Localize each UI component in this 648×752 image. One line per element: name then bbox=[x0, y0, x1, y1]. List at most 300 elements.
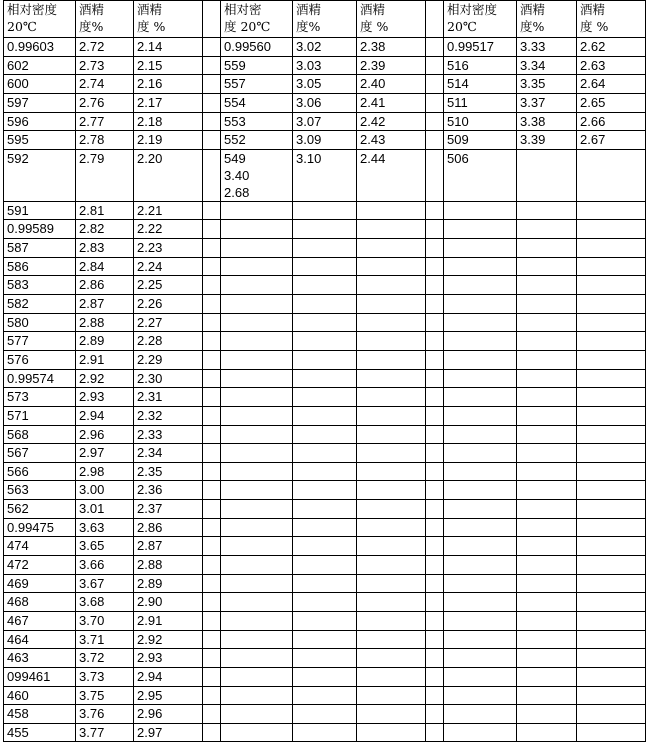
table-row bbox=[4, 131, 646, 150]
table-cell-spacer bbox=[426, 705, 444, 724]
table-cell-alcohol-vol: 2.77 bbox=[76, 112, 134, 131]
table-cell-density bbox=[221, 518, 293, 537]
table-cell-alcohol-vol bbox=[293, 276, 357, 295]
table-cell-spacer bbox=[203, 462, 221, 481]
table-cell-density bbox=[444, 649, 517, 668]
table-row bbox=[4, 518, 646, 537]
table-cell-spacer bbox=[203, 149, 221, 201]
table-cell-alcohol-wt bbox=[577, 388, 646, 407]
table-cell-spacer bbox=[426, 611, 444, 630]
table-cell-alcohol-wt: 2.64 bbox=[577, 75, 646, 94]
table-cell-alcohol-wt bbox=[357, 556, 426, 575]
table-cell-alcohol-vol bbox=[517, 649, 577, 668]
table-cell-alcohol-wt: 2.66 bbox=[577, 112, 646, 131]
table-cell-density bbox=[444, 630, 517, 649]
table-cell-spacer bbox=[426, 444, 444, 463]
table-cell-density: 463 bbox=[4, 649, 76, 668]
table-cell-spacer bbox=[426, 112, 444, 131]
table-row bbox=[4, 537, 646, 556]
table-cell-alcohol-vol bbox=[293, 350, 357, 369]
table-cell-alcohol-vol: 3.39 bbox=[517, 131, 577, 150]
table-cell-alcohol-vol bbox=[293, 332, 357, 351]
table-cell-alcohol-wt bbox=[577, 574, 646, 593]
header-cell-line: 度% bbox=[79, 19, 104, 34]
table-cell-alcohol-vol bbox=[517, 462, 577, 481]
table-cell-spacer bbox=[426, 369, 444, 388]
header-cell-line: 酒精 bbox=[296, 2, 322, 17]
table-cell-alcohol-wt: 2.29 bbox=[134, 350, 203, 369]
table-cell-density bbox=[444, 574, 517, 593]
table-cell-alcohol-wt: 2.28 bbox=[134, 332, 203, 351]
table-cell-spacer bbox=[203, 537, 221, 556]
table-cell-spacer bbox=[426, 667, 444, 686]
table-cell-alcohol-vol: 2.88 bbox=[76, 313, 134, 332]
table-row bbox=[4, 500, 646, 519]
table-cell-alcohol-wt: 2.36 bbox=[134, 481, 203, 500]
header-cell bbox=[517, 1, 577, 38]
header-cell bbox=[4, 1, 76, 38]
table-cell-spacer bbox=[426, 649, 444, 668]
table-cell-spacer bbox=[426, 131, 444, 150]
table-cell-alcohol-wt bbox=[357, 630, 426, 649]
table-cell-density: 568 bbox=[4, 425, 76, 444]
table-cell-density bbox=[444, 556, 517, 575]
table-cell-density: 0.99589 bbox=[4, 220, 76, 239]
header-cell bbox=[134, 1, 203, 38]
table-cell-spacer bbox=[203, 481, 221, 500]
table-cell-alcohol-wt: 2.86 bbox=[134, 518, 203, 537]
table-cell-density bbox=[221, 313, 293, 332]
table-cell-spacer bbox=[203, 75, 221, 94]
table-cell-alcohol-vol: 3.00 bbox=[76, 481, 134, 500]
table-cell-alcohol-vol bbox=[517, 239, 577, 258]
table-cell-density bbox=[221, 481, 293, 500]
table-cell-density: 566 bbox=[4, 462, 76, 481]
table-cell-spacer bbox=[203, 574, 221, 593]
table-cell-alcohol-vol bbox=[517, 444, 577, 463]
table-cell-density bbox=[444, 388, 517, 407]
table-cell-density: 595 bbox=[4, 131, 76, 150]
table-row bbox=[4, 220, 646, 239]
table-cell-density bbox=[221, 649, 293, 668]
table-cell-spacer bbox=[426, 93, 444, 112]
table-cell-alcohol-wt bbox=[357, 518, 426, 537]
table-cell-alcohol-vol bbox=[517, 667, 577, 686]
table-cell-alcohol-wt bbox=[577, 332, 646, 351]
table-cell-alcohol-vol bbox=[293, 705, 357, 724]
table-cell-alcohol-wt bbox=[577, 425, 646, 444]
table-cell-spacer bbox=[426, 500, 444, 519]
table-cell-density: 591 bbox=[4, 201, 76, 220]
table-cell-density bbox=[221, 220, 293, 239]
table-cell-density: 467 bbox=[4, 611, 76, 630]
table-cell-alcohol-wt: 2.33 bbox=[134, 425, 203, 444]
table-cell-density: 596 bbox=[4, 112, 76, 131]
table-cell-alcohol-wt: 2.90 bbox=[134, 593, 203, 612]
table-cell-spacer bbox=[426, 295, 444, 314]
table-cell-alcohol-wt: 2.88 bbox=[134, 556, 203, 575]
table-cell-alcohol-vol: 3.10 bbox=[293, 149, 357, 201]
table-cell-density: 511 bbox=[444, 93, 517, 112]
table-cell-alcohol-vol bbox=[293, 406, 357, 425]
table-cell-alcohol-vol: 3.66 bbox=[76, 556, 134, 575]
table-row bbox=[4, 444, 646, 463]
table-cell-alcohol-vol bbox=[293, 369, 357, 388]
table-cell-alcohol-wt bbox=[577, 149, 646, 201]
table-row bbox=[4, 462, 646, 481]
table-cell-alcohol-vol bbox=[293, 574, 357, 593]
table-cell-alcohol-wt: 2.38 bbox=[357, 38, 426, 57]
table-cell-density bbox=[221, 332, 293, 351]
table-cell-spacer bbox=[426, 574, 444, 593]
table-cell-spacer bbox=[203, 500, 221, 519]
table-cell-alcohol-wt: 2.62 bbox=[577, 38, 646, 57]
table-cell-spacer bbox=[203, 388, 221, 407]
header-cell bbox=[203, 1, 221, 38]
table-cell-alcohol-vol: 2.81 bbox=[76, 201, 134, 220]
table-cell-alcohol-vol: 2.79 bbox=[76, 149, 134, 201]
table-cell-alcohol-vol: 2.93 bbox=[76, 388, 134, 407]
table-cell-alcohol-wt: 2.94 bbox=[134, 667, 203, 686]
table-cell-density: 552 bbox=[221, 131, 293, 150]
table-row bbox=[4, 369, 646, 388]
table-row bbox=[4, 112, 646, 131]
header-cell-line: 度% bbox=[296, 19, 321, 34]
header-cell-line: 20℃ bbox=[7, 19, 37, 34]
table-cell-density bbox=[444, 705, 517, 724]
table-row bbox=[4, 56, 646, 75]
table-cell-alcohol-vol bbox=[293, 723, 357, 742]
table-cell-alcohol-vol: 2.78 bbox=[76, 131, 134, 150]
table-cell-alcohol-vol bbox=[517, 332, 577, 351]
table-cell-spacer bbox=[426, 276, 444, 295]
table-row bbox=[4, 481, 646, 500]
table-cell-spacer bbox=[426, 257, 444, 276]
table-cell-spacer bbox=[426, 686, 444, 705]
header-cell-line: 酒精 bbox=[580, 2, 606, 17]
table-cell-density bbox=[221, 667, 293, 686]
table-cell-alcohol-vol: 2.92 bbox=[76, 369, 134, 388]
table-cell-alcohol-wt: 2.17 bbox=[134, 93, 203, 112]
table-cell-alcohol-vol bbox=[293, 388, 357, 407]
table-cell-alcohol-vol bbox=[293, 556, 357, 575]
table-cell-density bbox=[444, 257, 517, 276]
table-row bbox=[4, 574, 646, 593]
table-cell-spacer bbox=[203, 611, 221, 630]
table-cell-spacer bbox=[203, 332, 221, 351]
table-cell-alcohol-wt bbox=[357, 425, 426, 444]
table-cell-alcohol-wt bbox=[357, 332, 426, 351]
header-cell-line: 度 % bbox=[137, 19, 166, 34]
table-cell-spacer bbox=[203, 295, 221, 314]
table-cell-spacer bbox=[426, 406, 444, 425]
table-cell-density bbox=[221, 276, 293, 295]
table-cell-alcohol-wt: 2.95 bbox=[134, 686, 203, 705]
table-cell-spacer bbox=[203, 369, 221, 388]
table-cell-alcohol-vol: 3.37 bbox=[517, 93, 577, 112]
table-cell-density bbox=[444, 295, 517, 314]
table-cell-density bbox=[444, 350, 517, 369]
table-row bbox=[4, 201, 646, 220]
table-cell-alcohol-wt: 2.93 bbox=[134, 649, 203, 668]
table-cell-alcohol-vol bbox=[517, 574, 577, 593]
table-cell-alcohol-vol: 3.77 bbox=[76, 723, 134, 742]
table-cell-alcohol-wt: 2.18 bbox=[134, 112, 203, 131]
table-cell-alcohol-wt bbox=[357, 201, 426, 220]
table-cell-spacer bbox=[203, 313, 221, 332]
table-cell-alcohol-wt bbox=[577, 444, 646, 463]
table-cell-spacer bbox=[426, 239, 444, 258]
table-cell-density bbox=[221, 369, 293, 388]
table-cell-alcohol-wt bbox=[577, 201, 646, 220]
table-cell-alcohol-vol bbox=[517, 201, 577, 220]
table-cell-alcohol-wt: 2.35 bbox=[134, 462, 203, 481]
table-cell-density bbox=[221, 149, 293, 201]
table-cell-alcohol-vol bbox=[293, 593, 357, 612]
table-cell-alcohol-vol bbox=[293, 462, 357, 481]
table-cell-alcohol-wt bbox=[357, 388, 426, 407]
table-cell-spacer bbox=[203, 425, 221, 444]
table-cell-spacer bbox=[203, 723, 221, 742]
table-cell-density bbox=[221, 388, 293, 407]
table-cell-alcohol-wt bbox=[357, 295, 426, 314]
table-row bbox=[4, 38, 646, 57]
table-cell-alcohol-wt bbox=[577, 593, 646, 612]
table-cell-alcohol-vol: 2.89 bbox=[76, 332, 134, 351]
table-cell-alcohol-vol: 3.75 bbox=[76, 686, 134, 705]
document-page bbox=[3, 0, 646, 742]
table-cell-density bbox=[221, 723, 293, 742]
table-cell-alcohol-vol: 3.03 bbox=[293, 56, 357, 75]
table-cell-alcohol-wt: 2.63 bbox=[577, 56, 646, 75]
table-cell-density bbox=[444, 593, 517, 612]
table-cell-alcohol-wt bbox=[577, 350, 646, 369]
table-cell-alcohol-vol bbox=[293, 239, 357, 258]
table-cell-alcohol-vol bbox=[293, 295, 357, 314]
table-cell-alcohol-wt bbox=[357, 611, 426, 630]
table-cell-density: 468 bbox=[4, 593, 76, 612]
header-row bbox=[4, 1, 646, 38]
table-cell-alcohol-wt bbox=[357, 667, 426, 686]
table-cell-density bbox=[221, 425, 293, 444]
table-cell-spacer bbox=[426, 56, 444, 75]
table-cell-density bbox=[444, 406, 517, 425]
table-cell-alcohol-vol: 2.76 bbox=[76, 93, 134, 112]
table-cell-alcohol-wt bbox=[357, 276, 426, 295]
table-cell-spacer bbox=[203, 220, 221, 239]
table-cell-alcohol-wt bbox=[577, 406, 646, 425]
table-cell-density: 567 bbox=[4, 444, 76, 463]
table-cell-alcohol-wt: 2.40 bbox=[357, 75, 426, 94]
table-cell-alcohol-wt bbox=[577, 276, 646, 295]
table-row bbox=[4, 611, 646, 630]
table-cell-density bbox=[221, 444, 293, 463]
table-cell-alcohol-wt: 2.15 bbox=[134, 56, 203, 75]
table-cell-spacer bbox=[203, 239, 221, 258]
table-cell-alcohol-vol bbox=[517, 611, 577, 630]
table-cell-alcohol-vol bbox=[517, 686, 577, 705]
table-cell-alcohol-vol bbox=[517, 149, 577, 201]
table-cell-density bbox=[221, 630, 293, 649]
table-cell-density bbox=[444, 369, 517, 388]
table-cell-alcohol-wt bbox=[357, 239, 426, 258]
table-cell-alcohol-wt: 2.20 bbox=[134, 149, 203, 201]
table-cell-alcohol-wt bbox=[577, 667, 646, 686]
table-cell-density: 0.99603 bbox=[4, 38, 76, 57]
table-body bbox=[4, 1, 646, 742]
table-cell-spacer bbox=[426, 332, 444, 351]
table-cell-spacer bbox=[426, 149, 444, 201]
table-cell-alcohol-vol: 3.71 bbox=[76, 630, 134, 649]
table-cell-alcohol-vol: 3.01 bbox=[76, 500, 134, 519]
table-cell-density: 506 bbox=[444, 149, 517, 201]
table-cell-alcohol-vol bbox=[517, 406, 577, 425]
table-cell-alcohol-wt: 2.37 bbox=[134, 500, 203, 519]
table-cell-density bbox=[221, 556, 293, 575]
table-cell-alcohol-vol bbox=[517, 350, 577, 369]
table-cell-spacer bbox=[203, 556, 221, 575]
table-cell-spacer bbox=[203, 350, 221, 369]
table-cell-alcohol-wt: 2.67 bbox=[577, 131, 646, 150]
header-cell bbox=[444, 1, 517, 38]
table-cell-alcohol-vol bbox=[293, 201, 357, 220]
table-cell-alcohol-wt bbox=[577, 686, 646, 705]
table-cell-alcohol-wt: 2.43 bbox=[357, 131, 426, 150]
table-cell-spacer bbox=[203, 593, 221, 612]
table-cell-alcohol-wt: 2.65 bbox=[577, 93, 646, 112]
table-cell-density bbox=[221, 593, 293, 612]
table-cell-density: 514 bbox=[444, 75, 517, 94]
table-cell-alcohol-wt: 2.14 bbox=[134, 38, 203, 57]
table-row bbox=[4, 239, 646, 258]
header-cell-line: 酒精 bbox=[520, 2, 546, 17]
table-cell-density: 600 bbox=[4, 75, 76, 94]
table-cell-density bbox=[221, 406, 293, 425]
table-cell-spacer bbox=[203, 667, 221, 686]
table-cell-alcohol-wt: 2.89 bbox=[134, 574, 203, 593]
table-cell-spacer bbox=[203, 93, 221, 112]
table-cell-spacer bbox=[203, 56, 221, 75]
table-cell-spacer bbox=[426, 593, 444, 612]
table-cell-alcohol-wt: 2.91 bbox=[134, 611, 203, 630]
table-cell-density: 586 bbox=[4, 257, 76, 276]
table-cell-alcohol-vol: 2.87 bbox=[76, 295, 134, 314]
table-cell-alcohol-wt: 2.41 bbox=[357, 93, 426, 112]
table-cell-alcohol-vol: 3.76 bbox=[76, 705, 134, 724]
table-cell-density: 0.99574 bbox=[4, 369, 76, 388]
table-cell-alcohol-wt: 2.19 bbox=[134, 131, 203, 150]
table-cell-density bbox=[444, 723, 517, 742]
header-cell-line: 酒精 bbox=[79, 2, 105, 17]
table-cell-spacer bbox=[203, 38, 221, 57]
table-cell-alcohol-wt bbox=[577, 630, 646, 649]
table-cell-density: 472 bbox=[4, 556, 76, 575]
table-cell-line: 3.40 bbox=[224, 167, 250, 183]
table-cell-line: 2.68 bbox=[224, 184, 250, 200]
header-cell bbox=[426, 1, 444, 38]
table-cell-density bbox=[221, 462, 293, 481]
table-cell-density bbox=[221, 686, 293, 705]
table-cell-density: 573 bbox=[4, 388, 76, 407]
table-cell-alcohol-wt bbox=[577, 220, 646, 239]
table-cell-alcohol-vol bbox=[293, 667, 357, 686]
table-cell-spacer bbox=[426, 518, 444, 537]
table-cell-spacer bbox=[426, 537, 444, 556]
header-cell bbox=[577, 1, 646, 38]
table-cell-density bbox=[444, 667, 517, 686]
table-cell-spacer bbox=[203, 518, 221, 537]
table-row bbox=[4, 295, 646, 314]
table-cell-alcohol-vol: 3.33 bbox=[517, 38, 577, 57]
table-cell-density: 0.99560 bbox=[221, 38, 293, 57]
table-cell-density: 602 bbox=[4, 56, 76, 75]
table-cell-density: 580 bbox=[4, 313, 76, 332]
table-row bbox=[4, 332, 646, 351]
table-cell-alcohol-wt: 2.92 bbox=[134, 630, 203, 649]
table-cell-alcohol-vol: 3.73 bbox=[76, 667, 134, 686]
table-cell-density bbox=[444, 239, 517, 258]
table-cell-alcohol-wt: 2.87 bbox=[134, 537, 203, 556]
table-row bbox=[4, 276, 646, 295]
table-cell-density bbox=[444, 276, 517, 295]
table-row bbox=[4, 705, 646, 724]
table-cell-alcohol-wt: 2.30 bbox=[134, 369, 203, 388]
table-cell-alcohol-wt: 2.42 bbox=[357, 112, 426, 131]
table-cell-alcohol-wt: 2.24 bbox=[134, 257, 203, 276]
table-cell-alcohol-wt bbox=[577, 500, 646, 519]
table-cell-density bbox=[444, 313, 517, 332]
table-cell-alcohol-vol bbox=[517, 388, 577, 407]
table-cell-alcohol-vol: 3.35 bbox=[517, 75, 577, 94]
table-cell-alcohol-wt bbox=[577, 481, 646, 500]
table-cell-alcohol-wt bbox=[577, 611, 646, 630]
table-cell-density bbox=[444, 481, 517, 500]
table-cell-alcohol-vol bbox=[293, 649, 357, 668]
table-cell-density: 583 bbox=[4, 276, 76, 295]
table-cell-alcohol-wt: 2.96 bbox=[134, 705, 203, 724]
table-cell-alcohol-wt: 2.21 bbox=[134, 201, 203, 220]
table-cell-alcohol-wt bbox=[357, 462, 426, 481]
table-cell-alcohol-vol bbox=[517, 295, 577, 314]
table-row bbox=[4, 75, 646, 94]
table-cell-alcohol-wt bbox=[357, 350, 426, 369]
table-row bbox=[4, 388, 646, 407]
table-cell-spacer bbox=[426, 201, 444, 220]
table-cell-alcohol-wt: 2.25 bbox=[134, 276, 203, 295]
header-cell-line: 度 20℃ bbox=[224, 19, 271, 34]
table-cell-density bbox=[221, 239, 293, 258]
table-cell-alcohol-wt bbox=[577, 705, 646, 724]
table-cell-density bbox=[221, 574, 293, 593]
table-row bbox=[4, 93, 646, 112]
table-cell-alcohol-wt: 2.97 bbox=[134, 723, 203, 742]
table-cell-alcohol-vol bbox=[293, 257, 357, 276]
table-cell-density: 592 bbox=[4, 149, 76, 201]
table-cell-spacer bbox=[203, 686, 221, 705]
table-cell-density bbox=[444, 462, 517, 481]
table-cell-density bbox=[221, 257, 293, 276]
table-cell-density bbox=[221, 611, 293, 630]
table-cell-density: 474 bbox=[4, 537, 76, 556]
table-cell-alcohol-wt bbox=[357, 406, 426, 425]
density-alcohol-table bbox=[3, 0, 646, 742]
table-cell-alcohol-vol: 2.96 bbox=[76, 425, 134, 444]
table-cell-alcohol-vol: 2.94 bbox=[76, 406, 134, 425]
table-cell-alcohol-vol bbox=[293, 425, 357, 444]
table-cell-alcohol-vol bbox=[517, 425, 577, 444]
table-cell-spacer bbox=[426, 38, 444, 57]
table-cell-density bbox=[444, 425, 517, 444]
